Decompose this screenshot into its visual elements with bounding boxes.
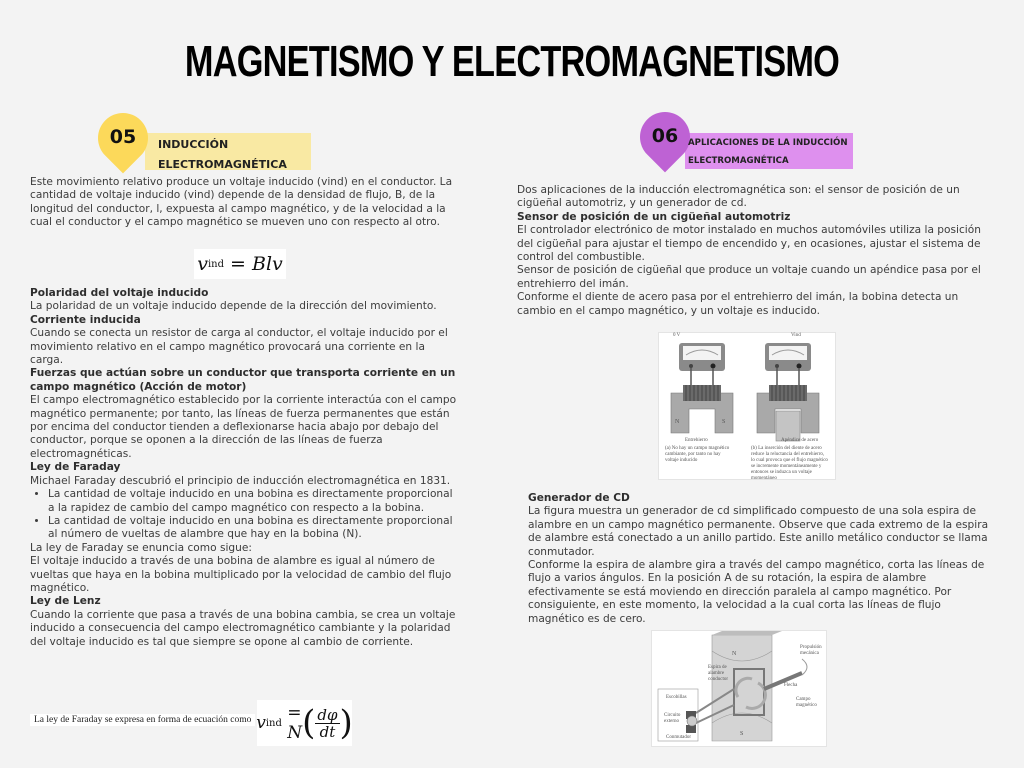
eq2-sub: ind: [265, 717, 282, 729]
fig2-shaft-label: Flecha: [784, 683, 798, 688]
fig2-pole-s: S: [740, 731, 744, 737]
sensor-heading: Sensor de posición de un cigüeñal automotriz: [517, 210, 791, 223]
fig2-field-label: Campo magnético: [796, 697, 817, 708]
faraday-bullet: • La cantidad de voltaje inducido en una bobina es directamente proporcional al número de vueltas de alambre que hay en la bobina (N).: [48, 515, 460, 542]
fig2-brushes-label: Escobillas: [666, 695, 687, 700]
polarity-text: La polaridad de un voltaje inducido depende de la dirección del movimiento.: [30, 300, 437, 313]
section-05-tag-line2: ELECTROMAGNÉTICA: [158, 158, 287, 171]
eq2-numerator: dφ: [317, 705, 338, 724]
page-title: MAGNETISMO Y ELECTROMAGNETISMO: [184, 37, 840, 86]
lenz-text: Cuando la corriente que pasa a través de una bobina cambia, se crea un voltaje inducido a consecuencia del campo electromagnético cambiante y la polaridad del voltaje inducido es tal que siempre se opone al cambio de corriente.: [30, 608, 456, 648]
fig1-pole-n-a: N: [675, 419, 680, 425]
current-heading: Corriente inducida: [30, 313, 141, 326]
fig2-propulsion-label: Propulsión mecánica: [800, 645, 822, 656]
sensor-text-2: Sensor de posición de cigüeñal que produce un voltaje cuando un apéndice pasa por el entrehierro del imán.: [517, 264, 981, 290]
fig1-meter-b-label: Vind: [791, 333, 801, 338]
eq2-denominator: dt: [319, 722, 336, 741]
fig1-caption-b: (b) La inserción del diente de acero reduce la reluctancia del entrehierro, lo cual provoca que el flujo magnético se incremente momentáneamente y entonces se induzca un voltaje momentáneo: [751, 446, 828, 481]
fig2-circuit-label: Circuito externo: [664, 713, 681, 724]
generator-text: La figura muestra un generador de cd simplificado compuesto de una sola espira de alambre en un campo magnético permanente. Observe que cada extremo de la espira de alambre está conectado a un anillo partido. Este anillo metálico conductor se llama conmutador.: [528, 505, 989, 558]
faraday-statement-intro: La ley de Faraday se enuncia como sigue:: [30, 541, 252, 554]
section-06-body: [517, 184, 987, 318]
lenz-heading: Ley de Lenz: [30, 595, 101, 608]
eq1-lhs: v: [197, 253, 208, 275]
fig1-meter-a-label: 0 V: [673, 333, 681, 338]
section-06-tag-line1: APLICACIONES DE LA INDUCCIÓN: [688, 138, 848, 148]
faraday-bullet-list: [30, 488, 460, 542]
faraday-text: Michael Faraday descubrió el principio de inducción electromagnética en 1831.: [30, 474, 451, 487]
sensor-text-3: Conforme el diente de acero pasa por el entrehierro del imán, la bobina detecta un cambio en el campo magnético, y un voltaje es inducido.: [517, 291, 959, 317]
section-06-intro: Dos aplicaciones de la inducción electromagnética son: el sensor de posición de un cigüeñal automotriz, y un generador de cd.: [517, 184, 960, 210]
fig1-caption-a: (a) No hay un campo magnético cambiante, por tanto no hay voltaje inducido: [665, 446, 730, 463]
forces-heading: Fuerzas que actúan sobre un conductor que transporta corriente en un campo magnético (Acción de motor): [30, 367, 456, 393]
eq2-lhs: v: [256, 713, 266, 733]
section-06-number: 06: [651, 125, 679, 147]
fig1-tooth-label: Apéndice de acero: [781, 438, 819, 443]
fig2-loop-label: Espira de alambre conductor: [708, 665, 728, 682]
eq2-eq: = N: [287, 703, 303, 743]
eq1-sub: ind: [207, 258, 224, 270]
fig1-pole-s-a: S: [722, 419, 726, 425]
section-05-intro: [30, 176, 460, 230]
dc-generator-figure: [651, 630, 827, 747]
equation-vind-blv: [194, 249, 286, 279]
equation-faraday: v ind = N ( $\frac{d\varphi}{dt}$ ): [257, 700, 352, 746]
section-06-tag-line2: ELECTROMAGNÉTICA: [688, 156, 789, 166]
section-05-body: [30, 287, 460, 649]
eq1-rhs: = Blv: [230, 253, 283, 275]
generator-body: [528, 492, 990, 626]
sensor-text: El controlador electrónico de motor instalado en muchos automóviles utiliza la posición del cigüeñal para ajustar el tiempo de encendido y, en ocasiones, ajustar el sistema de control del combustible.: [517, 224, 981, 264]
intro-paragraph: Este movimiento relativo produce un voltaje inducido (vind) en el conductor. La cantidad de voltaje inducido (vind) depende de la densidad de flujo, B, de la longitud del conductor, l, expuesta al campo magnético, y de la velocidad a la cual el conductor y el campo magnético se mueven uno con respecto al otro.: [30, 176, 453, 229]
fig2-commutator-label: Conmutador: [666, 735, 691, 740]
section-05-tag-line1: INDUCCIÓN: [158, 138, 229, 151]
fig1-gap-label: Entrehierro: [685, 438, 708, 443]
section-05-number: 05: [109, 126, 137, 148]
fig2-pole-n: N: [732, 651, 737, 657]
generator-heading: Generador de CD: [528, 492, 630, 504]
polarity-heading: Polaridad del voltaje inducido: [30, 287, 209, 299]
faraday-statement: El voltaje inducido a través de una bobina de alambre es igual al número de vueltas que haya en la bobina multiplicado por la velocidad de cambio del flujo magnético.: [30, 555, 452, 594]
forces-text: El campo electromagnético establecido por la corriente interactúa con el campo magnético permanente; por tanto, las líneas de fuerza permanentes que están por encima del conductor tienden a deflexionarse hacia abajo por debajo del conductor, porque se oponen a la dirección de las líneas de fuerza electromagnéticas.: [30, 394, 457, 460]
faraday-bullet: • La cantidad de voltaje inducido en una bobina es directamente proporcional a la rapidez de cambio del campo magnético con respecto a la bobina.: [48, 488, 460, 515]
faraday-heading: Ley de Faraday: [30, 461, 121, 474]
generator-text-2: Conforme la espira de alambre gira a través del campo magnético, corta las líneas de flujo a varios ángulos. En la posición A de su rotación, la espira de alambre efectivamente se está moviendo en dirección paralela al campo magnético. Por consiguiente, en este momento, la velocidad a la cual corta las líneas de flujo magnético es de cero.: [528, 559, 985, 625]
current-text: Cuando se conecta un resistor de carga al conductor, el voltaje inducido por el movimiento relativo en el campo magnético provocará una corriente en la carga.: [30, 327, 448, 367]
faraday-equation-caption: La ley de Faraday se expresa en forma de ecuación como: [30, 714, 255, 726]
crankshaft-sensor-figure: [658, 332, 836, 480]
